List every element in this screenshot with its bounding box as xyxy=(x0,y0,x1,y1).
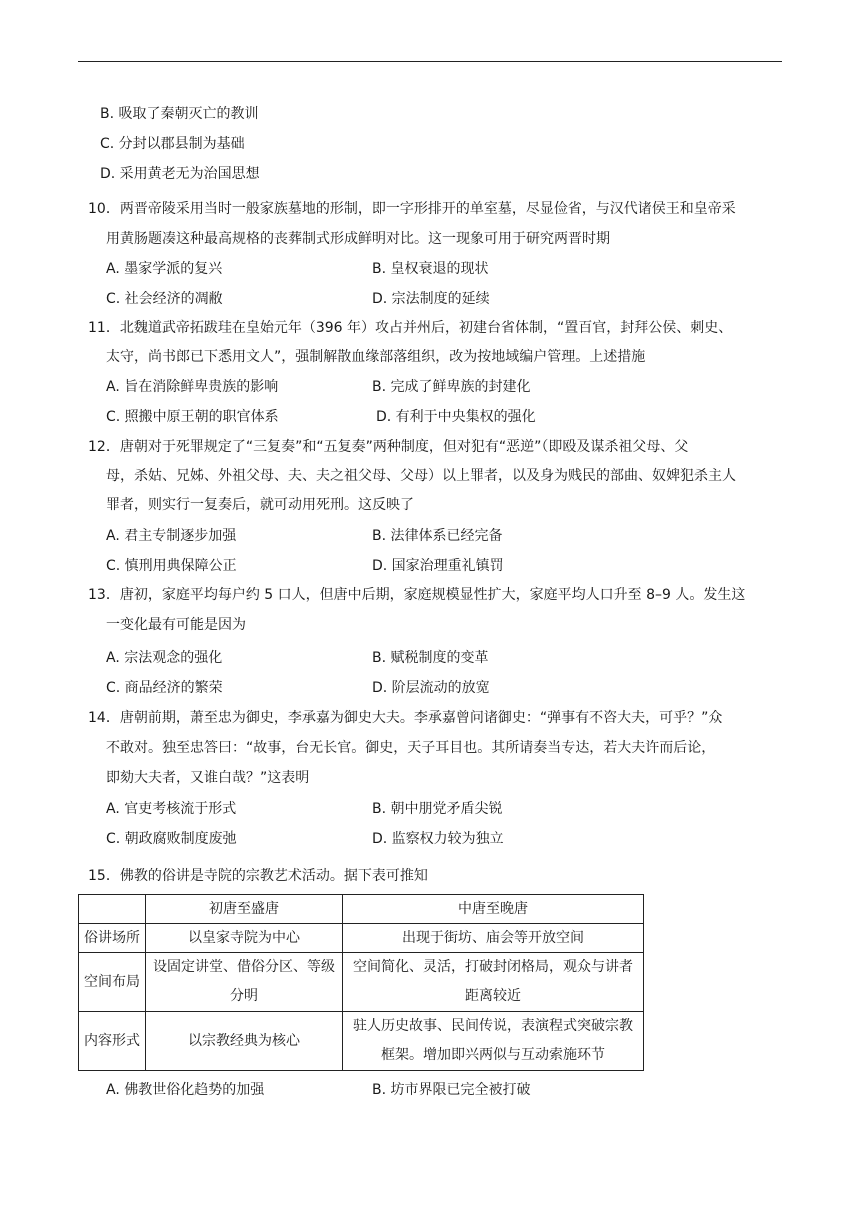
table-header-row xyxy=(79,895,644,924)
table-cell-line: 框架。增加即兴两似与互动索施环节 xyxy=(381,1047,605,1063)
q15-option-b: B. 坊市界限已完全被打破 xyxy=(372,1082,531,1098)
q12-option-b: B. 法律体系已经完备 xyxy=(372,528,503,544)
q9-option-d: D. 采用黄老无为治国思想 xyxy=(100,166,260,182)
q15-option-a: A. 佛教世俗化趋势的加强 xyxy=(106,1082,265,1098)
table-cell: 以皇家寺院为中心 xyxy=(146,924,343,953)
table-cell-line: 距离较近 xyxy=(465,988,521,1004)
q10-option-d: D. 宗法制度的延续 xyxy=(372,291,490,307)
table-cell-line: 设固定讲堂、借俗分区、等级 xyxy=(153,959,335,975)
q9-option-c: C. 分封以郡县制为基础 xyxy=(100,136,245,152)
table-cell xyxy=(343,953,644,1012)
table-cell-line: 分明 xyxy=(230,988,258,1004)
q13-stem-line2: 一变化最有可能是因为 xyxy=(106,617,246,633)
table-row-header: 空间布局 xyxy=(79,953,146,1012)
q15-stem-line1: 15．佛教的俗讲是寺院的宗教艺术活动。据下表可推知 xyxy=(88,868,428,884)
table-row-header: 内容形式 xyxy=(79,1012,146,1071)
table-col-header: 中唐至晚唐 xyxy=(343,895,644,924)
q12-option-d: D. 国家治理重礼镇罚 xyxy=(372,558,504,574)
q12-stem-line1: 12．唐朝对于死罪规定了“三复奏”和“五复奏”两种制度，但对犯有“恶逆”（即殴及谋杀祖父母、父 xyxy=(88,439,689,455)
q13-option-c: C. 商品经济的繁荣 xyxy=(106,680,223,696)
q11-option-a: A. 旨在消除鲜卑贵族的影响 xyxy=(106,379,279,395)
q13-stem-line1: 13．唐初，家庭平均每户约 5 口人，但唐中后期，家庭规模显性扩大，家庭平均人口升至 8–9 人。发生这 xyxy=(88,587,746,603)
q11-option-d: D. 有利于中央集权的强化 xyxy=(376,409,536,425)
table-cell xyxy=(146,953,343,1012)
q14-stem-line1: 14．唐朝前期，萧至忠为御史，李承嘉为御史大夫。李承嘉曾问诸御史：“弹事有不咨大夫，可乎？”众 xyxy=(88,710,723,726)
q10-stem-line1: 10．两晋帝陵采用当时一般家族墓地的形制，即一字形排开的单室墓，尽显俭省，与汉代诸侯王和皇帝采 xyxy=(88,201,736,217)
q14-option-d: D. 监察权力较为独立 xyxy=(372,831,504,847)
q11-stem-line1: 11．北魏道武帝拓跋珪在皇始元年（396 年）攻占并州后，初建台省体制，“置百官，封拜公侯、刺史、 xyxy=(88,320,733,336)
table-row xyxy=(79,953,644,1012)
q12-option-c: C. 慎刑用典保障公正 xyxy=(106,558,237,574)
table-cell xyxy=(343,1012,644,1071)
q13-option-a: A. 宗法观念的强化 xyxy=(106,650,223,666)
q14-option-b: B. 朝中朋党矛盾尖锐 xyxy=(372,801,503,817)
table-row-header: 俗讲场所 xyxy=(79,924,146,953)
table-cell: 以宗教经典为核心 xyxy=(146,1012,343,1071)
q14-option-a: A. 官吏考核流于形式 xyxy=(106,801,237,817)
q12-stem-line3: 罪者，则实行一复奏后，就可动用死刑。这反映了 xyxy=(106,497,414,513)
q14-stem-line2: 不敢对。独至忠答曰：“故事，台无长官。御史，天子耳目也。其所请奏当专达，若大夫许而后论， xyxy=(106,740,716,756)
q11-stem-line2: 太守，尚书郎已下悉用文人”，强制解散血缘部落组织，改为按地域编户管理。上述措施 xyxy=(106,349,646,365)
q14-option-c: C. 朝政腐败制度废弛 xyxy=(106,831,237,847)
q12-stem-line2: 母，杀姑、兄姊、外祖父母、夫、夫之祖父母、父母）以上罪者，以及身为贱民的部曲、奴婢犯杀主人 xyxy=(106,468,736,484)
table-cell: 出现于街坊、庙会等开放空间 xyxy=(343,924,644,953)
q11-option-c: C. 照搬中原王朝的职官体系 xyxy=(106,409,279,425)
table-cell-line: 驻人历史故事、民间传说，表演程式突破宗教 xyxy=(353,1018,633,1034)
q10-stem-line2: 用黄肠题凑这种最高规格的丧葬制式形成鲜明对比。这一现象可用于研究两晋时期 xyxy=(106,231,610,247)
table-corner-cell xyxy=(79,895,146,924)
q10-option-b: B. 皇权衰退的现状 xyxy=(372,261,489,277)
q12-option-a: A. 君主专制逐步加强 xyxy=(106,528,237,544)
q13-option-b: B. 赋税制度的变革 xyxy=(372,650,489,666)
table-col-header: 初唐至盛唐 xyxy=(146,895,343,924)
header-rule xyxy=(78,61,782,62)
q10-option-a: A. 墨家学派的复兴 xyxy=(106,261,223,277)
q13-option-d: D. 阶层流动的放宽 xyxy=(372,680,490,696)
table-row xyxy=(79,1012,644,1071)
q10-option-c: C. 社会经济的凋敝 xyxy=(106,291,223,307)
q14-stem-line3: 即劾大夫者，又谁白哉？”这表明 xyxy=(106,770,310,786)
q15-table xyxy=(78,894,644,1071)
table-cell-line: 空间简化、灵活，打破封闭格局，观众与讲者 xyxy=(353,959,633,975)
q9-option-b: B. 吸取了秦朝灭亡的教训 xyxy=(100,106,259,122)
q11-option-b: B. 完成了鲜卑族的封建化 xyxy=(372,379,531,395)
table-row xyxy=(79,924,644,953)
